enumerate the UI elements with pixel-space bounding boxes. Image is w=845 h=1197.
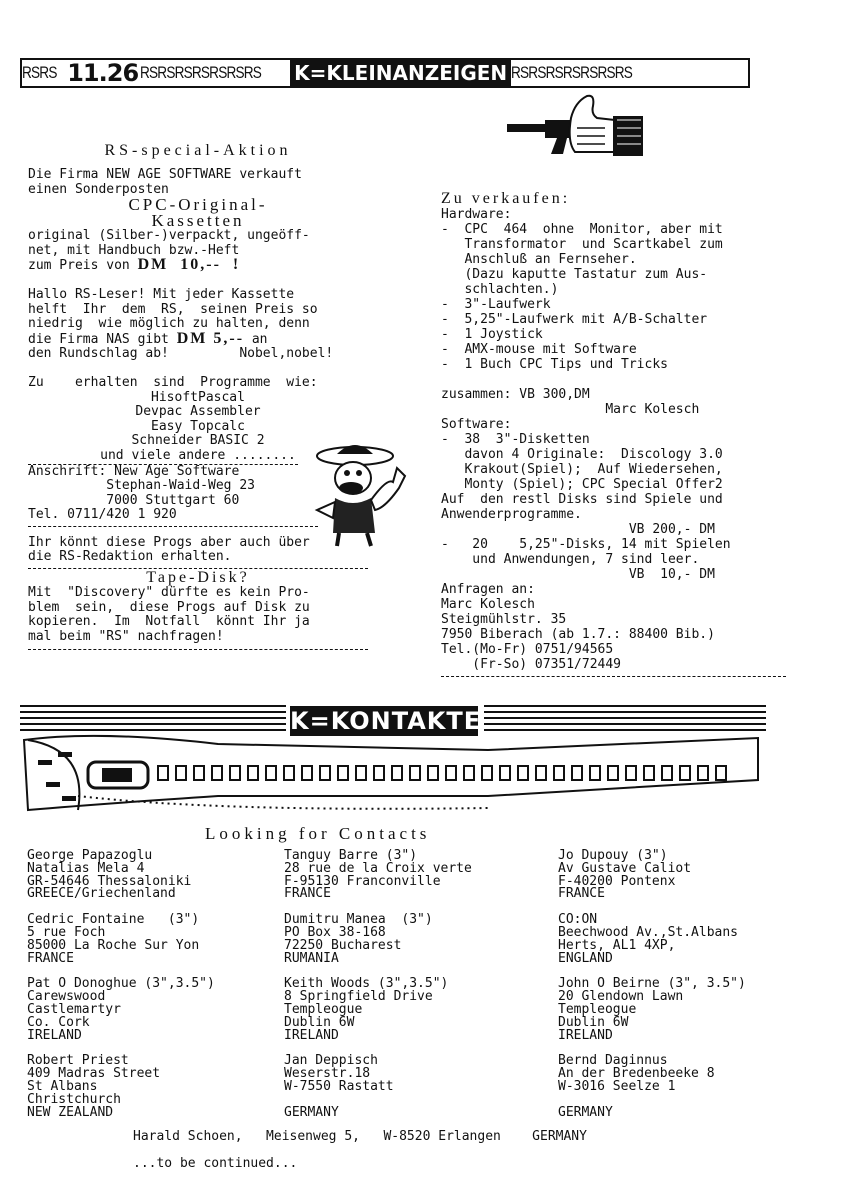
contact-name: Bernd Daginnus xyxy=(558,1053,668,1069)
intro-line: Die Firma NEW AGE SOFTWARE verkauft xyxy=(28,167,302,182)
tape-line: Mit "Discovery" dürfte es kein Pro- xyxy=(28,585,310,601)
contact-address-line: 85000 La Roche Sur Yon xyxy=(27,937,200,953)
verkaufen-line: VB 200,- DM xyxy=(441,522,715,537)
divider xyxy=(441,676,786,677)
intro-line: einen Sonderposten xyxy=(28,181,169,197)
contact-name: Keith Woods (3",3.5") xyxy=(284,976,449,992)
contact-entry xyxy=(558,850,808,901)
contact-address-line: Christchurch xyxy=(27,1091,121,1107)
contact-name: George Papazoglu xyxy=(27,848,153,863)
verkaufen-lines xyxy=(441,207,786,672)
contact-address-line: GERMANY xyxy=(284,1104,339,1120)
para-text-end: an xyxy=(244,331,268,347)
verkaufen-line: - CPC 464 ohne Monitor, aber mit xyxy=(441,222,723,237)
verkaufen-line xyxy=(441,372,786,387)
price-2: DM 5,-- xyxy=(176,329,245,347)
contact-entry xyxy=(558,914,808,965)
contact-address-line: NEW ZEALAND xyxy=(27,1104,114,1120)
contact-address-line: St Albans xyxy=(27,1078,98,1094)
tape-line: blem sein, diese Progs auf Disk zu xyxy=(28,599,310,615)
verkaufen-line: zusammen: VB 300,DM xyxy=(441,387,590,402)
verkaufen-line: (Dazu kaputte Tastatur zum Aus- xyxy=(441,267,708,282)
contact-address-line: F-95130 Franconville xyxy=(284,873,441,889)
header-banner xyxy=(20,58,750,88)
contact-name: Cedric Fontaine (3") xyxy=(27,912,200,928)
contact-entry xyxy=(558,1055,808,1119)
contact-name: CO:ON xyxy=(558,912,598,928)
continued-text: ...to be continued... xyxy=(133,1156,298,1171)
detail-line: original (Silber-)verpackt, ungeöff- xyxy=(28,228,310,244)
cowboy-cartoon-illustration xyxy=(305,438,415,548)
price-line xyxy=(28,258,368,274)
contact-name: Robert Priest xyxy=(27,1053,129,1069)
contact-address-line: An der Bredenbeeke 8 xyxy=(558,1066,715,1082)
para-line: Hallo RS-Leser! Mit jeder Kassette xyxy=(28,286,295,302)
contact-address-line: IRELAND xyxy=(558,1027,613,1043)
zu-verkaufen-section xyxy=(441,190,786,677)
tape-line: kopieren. Im Notfall könnt Ihr ja xyxy=(28,614,310,630)
program-item: HisoftPascal xyxy=(151,389,245,405)
contact-address-line: ENGLAND xyxy=(558,950,613,966)
verkaufen-line: - 1 Buch CPC Tips und Tricks xyxy=(441,357,668,372)
verkaufen-heading: Zu verkaufen: xyxy=(441,190,571,207)
contact-address-line: Templeogue xyxy=(558,1001,637,1017)
hand-pistol-illustration xyxy=(505,92,645,172)
address-line: Tel. 0711/420 1 920 xyxy=(28,507,177,523)
price: DM 10,-- ! xyxy=(137,256,241,274)
contact-address-line: Carewswood xyxy=(27,989,106,1005)
verkaufen-line: - 38 3"-Disketten xyxy=(441,432,590,447)
last-contact-line: Harald Schoen, Meisenweg 5, W-8520 Erlangen GERMANY xyxy=(133,1129,587,1144)
contact-entry xyxy=(27,1055,277,1119)
verkaufen-line: Auf den restl Disks sind Spiele und xyxy=(441,492,723,507)
verkaufen-line: Software: xyxy=(441,417,512,432)
verkaufen-line: (Fr-So) 07351/72449 xyxy=(441,657,622,672)
address-line: Anschrift: New Age Software xyxy=(28,463,240,479)
note-line: Ihr könnt diese Progs aber auch über xyxy=(28,534,310,550)
verkaufen-line: VB 10,- DM xyxy=(441,567,715,582)
verkaufen-line: Steigmühlstr. 35 xyxy=(441,612,567,627)
verkaufen-line: Anwenderprogramme. xyxy=(441,507,582,522)
verkaufen-line: Anschluß an Fernseher. xyxy=(441,252,637,267)
contact-name: Dumitru Manea (3") xyxy=(284,912,433,928)
contact-address-line: Beechwood Av.,St.Albans xyxy=(558,924,739,940)
contacts-subtitle: Looking for Contacts xyxy=(205,824,431,843)
contact-address-line: F-40200 Pontenx xyxy=(558,873,676,889)
contact-entry xyxy=(27,850,277,901)
price-prefix: zum Preis von xyxy=(28,258,138,274)
contact-address-line: FRANCE xyxy=(284,886,331,902)
contacts-column-1 xyxy=(27,850,277,1132)
divider xyxy=(28,649,368,650)
contact-name: Tanguy Barre (3") xyxy=(284,848,418,863)
contact-entry xyxy=(284,914,534,965)
para-text: die Firma NAS gibt xyxy=(28,331,177,347)
rs-pattern-right: RSRSRSRSRSRSRS xyxy=(511,63,633,82)
para-line: niedrig wie möglich zu halten, denn xyxy=(28,316,310,332)
verkaufen-line: schlachten.) xyxy=(441,282,559,297)
contact-address-line: W-7550 Rastatt xyxy=(284,1078,394,1094)
product-name: Kassetten xyxy=(151,211,245,231)
product-name: CPC-Original- xyxy=(128,195,268,215)
contact-address-line: GR-54646 Thessaloniki xyxy=(27,873,192,889)
verkaufen-line: Anfragen an: xyxy=(441,582,535,597)
address-line: 7000 Stuttgart 60 xyxy=(28,492,240,508)
section-title: K=KLEINANZEIGEN xyxy=(290,60,511,86)
contact-address-line: 28 rue de la Croix verte xyxy=(284,860,472,876)
para-line: helft Ihr dem RS, seinen Preis so xyxy=(28,301,318,317)
program-item: Schneider BASIC 2 xyxy=(131,433,265,449)
verkaufen-line: davon 4 Originale: Discology 3.0 xyxy=(441,447,723,462)
verkaufen-line: - 3"-Laufwerk xyxy=(441,297,551,312)
contact-name: John O Beirne (3", 3.5") xyxy=(558,976,746,992)
contact-address-line: 409 Madras Street xyxy=(27,1066,161,1082)
verkaufen-line: - 20 5,25"-Disks, 14 mit Spielen xyxy=(441,537,731,552)
contact-address-line: 72250 Bucharest xyxy=(284,937,402,953)
detail-line: net, mit Handbuch bzw.-Heft xyxy=(28,242,240,258)
verkaufen-line: - AMX-mouse mit Software xyxy=(441,342,637,357)
contact-address-line: IRELAND xyxy=(27,1027,82,1043)
tape-disk-heading: Tape-Disk? xyxy=(146,569,250,587)
aktion-heading: RS-special-Aktion xyxy=(104,142,292,159)
rs-special-aktion xyxy=(28,142,368,650)
contact-name: Jan Deppisch xyxy=(284,1053,378,1069)
contact-entry xyxy=(284,978,534,1042)
kontakte-banner: K=KONTAKTE xyxy=(290,707,482,735)
verkaufen-line: Marc Kolesch xyxy=(441,402,700,417)
contact-address-line: IRELAND xyxy=(284,1027,339,1043)
program-item: Easy Topcalc xyxy=(151,418,245,434)
verkaufen-line: Tel.(Mo-Fr) 0751/94565 xyxy=(441,642,614,657)
contacts-column-2 xyxy=(284,850,534,1132)
contact-address-line: Dublin 6W xyxy=(284,1014,355,1030)
contact-address-line: Castlemartyr xyxy=(27,1001,121,1017)
note-line: die RS-Redaktion erhalten. xyxy=(28,549,232,565)
para-line: den Rundschlag ab! Nobel,nobel! xyxy=(28,346,334,362)
verkaufen-line: Transformator und Scartkabel zum xyxy=(441,237,723,252)
contact-name: Pat O Donoghue (3",3.5") xyxy=(27,976,215,992)
contact-address-line: 8 Springfield Drive xyxy=(284,989,433,1005)
verkaufen-line: - 5,25"-Laufwerk mit A/B-Schalter xyxy=(441,312,708,327)
issue-number: 11.26 xyxy=(67,59,139,87)
contact-address-line: Templeogue xyxy=(284,1001,363,1017)
para-line xyxy=(28,329,368,348)
contact-address-line: Natalias Mela 4 xyxy=(27,860,145,876)
verkaufen-line: Krakout(Spiel); Auf Wiedersehen, xyxy=(441,462,723,477)
verkaufen-line: Hardware: xyxy=(441,207,512,222)
contact-address-line: 5 rue Foch xyxy=(27,924,106,940)
contact-address-line: Weserstr.18 xyxy=(284,1066,371,1082)
verkaufen-line: - 1 Joystick xyxy=(441,327,543,342)
contacts-list xyxy=(0,850,845,1130)
programs-intro: Zu erhalten sind Programme wie: xyxy=(28,374,318,390)
contact-entry xyxy=(558,978,808,1042)
contact-name: Jo Dupouy (3") xyxy=(558,848,668,863)
verkaufen-line: und Anwendungen, 7 sind leer. xyxy=(441,552,700,567)
contact-entry xyxy=(27,978,277,1042)
address-line: Stephan-Waid-Weg 23 xyxy=(28,478,255,494)
tape-line: mal beim "RS" nachfragen! xyxy=(28,628,224,644)
contact-address-line: Dublin 6W xyxy=(558,1014,629,1030)
contact-address-line: 20 Glendown Lawn xyxy=(558,989,684,1005)
verkaufen-line: 7950 Biberach (ab 1.7.: 88400 Bib.) xyxy=(441,627,715,642)
contact-address-line: Herts, AL1 4XP, xyxy=(558,937,676,953)
contact-address-line: FRANCE xyxy=(558,886,605,902)
verkaufen-line: Monty (Spiel); CPC Special Offer2 xyxy=(441,477,723,492)
contact-address-line: GREECE/Griechenland xyxy=(27,886,176,902)
contact-address-line: PO Box 38-168 xyxy=(284,924,386,940)
contact-entry xyxy=(27,914,277,965)
contact-entry xyxy=(284,850,534,901)
contact-address-line: FRANCE xyxy=(27,950,74,966)
verkaufen-line: Marc Kolesch xyxy=(441,597,535,612)
program-item: und viele andere ........ xyxy=(100,447,296,463)
contacts-column-3 xyxy=(558,850,808,1132)
program-item: Devpac Assembler xyxy=(135,404,261,420)
contact-address-line: GERMANY xyxy=(558,1104,613,1120)
rs-pattern-left: RSRS xyxy=(22,63,57,82)
contact-entry xyxy=(284,1055,534,1119)
contact-address-line: RUMANIA xyxy=(284,950,339,966)
contact-address-line: Co. Cork xyxy=(27,1014,90,1030)
rs-pattern-mid: RSRSRSRSRSRSRS xyxy=(140,63,262,82)
contact-address-line: W-3016 Seelze 1 xyxy=(558,1078,676,1094)
contact-address-line: Av Gustave Caliot xyxy=(558,860,692,876)
